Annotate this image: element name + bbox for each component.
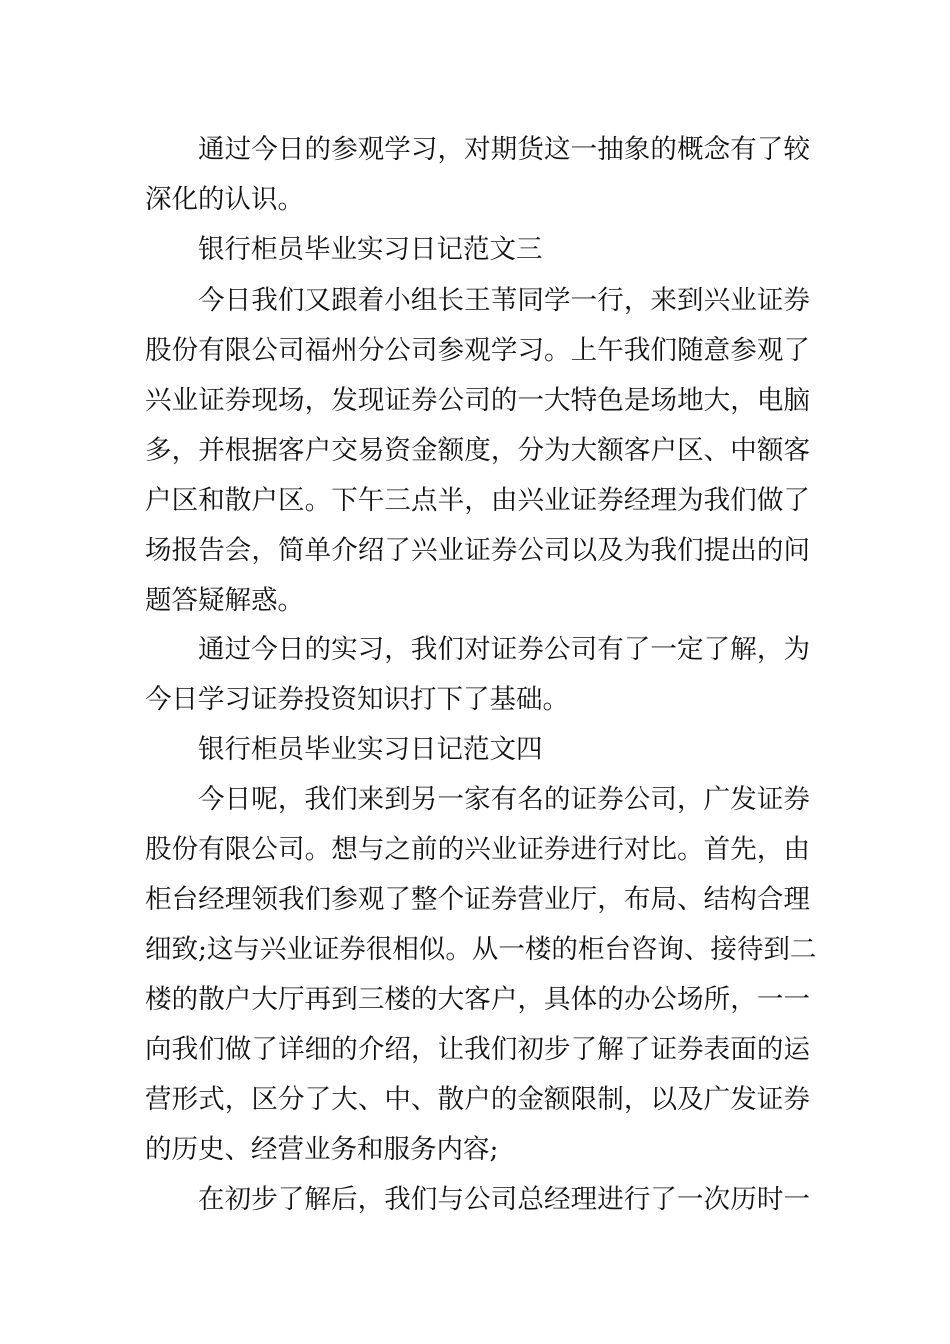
text-line: 通过今日的参观学习，对期货这一抽象的概念有了较 bbox=[198, 134, 810, 165]
text-line: 户区和散户区。下午三点半，由兴业证券经理为我们做了 bbox=[145, 485, 810, 516]
text-line: 股份有限公司福州分公司参观学习。上午我们随意参观了 bbox=[145, 335, 810, 366]
text-line: 多，并根据客户交易资金额度，分为大额客户区、中额客 bbox=[145, 435, 810, 466]
text-line: 今日学习证券投资知识打下了基础。 bbox=[145, 684, 569, 715]
text-line: 楼的散户大厅再到三楼的大客户，具体的办公场所，一一 bbox=[145, 984, 810, 1015]
text-line: 柜台经理领我们参观了整个证券营业厅，布局、结构合理 bbox=[145, 884, 810, 915]
text-line: 今日呢，我们来到另一家有名的证券公司，广发证券 bbox=[198, 784, 810, 815]
text-line: 兴业证券现场，发现证券公司的一大特色是场地大，电脑 bbox=[145, 385, 810, 416]
text-line: 通过今日的实习，我们对证券公司有了一定了解，为 bbox=[198, 634, 810, 665]
text-line: 向我们做了详细的介绍，让我们初步了解了证券表面的运 bbox=[145, 1034, 810, 1065]
text-line: 细致;这与兴业证券很相似。从一楼的柜台咨询、接待到二 bbox=[145, 934, 817, 965]
text-line: 深化的认识。 bbox=[145, 184, 304, 215]
section-heading: 银行柜员毕业实习日记范文四 bbox=[198, 734, 543, 765]
text-line: 的历史、经营业务和服务内容; bbox=[145, 1134, 499, 1165]
text-line: 营形式，区分了大、中、散户的金额限制，以及广发证券 bbox=[145, 1084, 810, 1115]
text-line: 股份有限公司。想与之前的兴业证券进行对比。首先，由 bbox=[145, 834, 810, 865]
text-line: 在初步了解后，我们与公司总经理进行了一次历时一 bbox=[198, 1184, 810, 1215]
text-line: 题答疑解惑。 bbox=[145, 585, 304, 616]
text-line: 场报告会，简单介绍了兴业证券公司以及为我们提出的问 bbox=[145, 535, 810, 566]
section-heading: 银行柜员毕业实习日记范文三 bbox=[198, 234, 543, 265]
text-line: 今日我们又跟着小组长王苇同学一行，来到兴业证券 bbox=[198, 285, 810, 316]
